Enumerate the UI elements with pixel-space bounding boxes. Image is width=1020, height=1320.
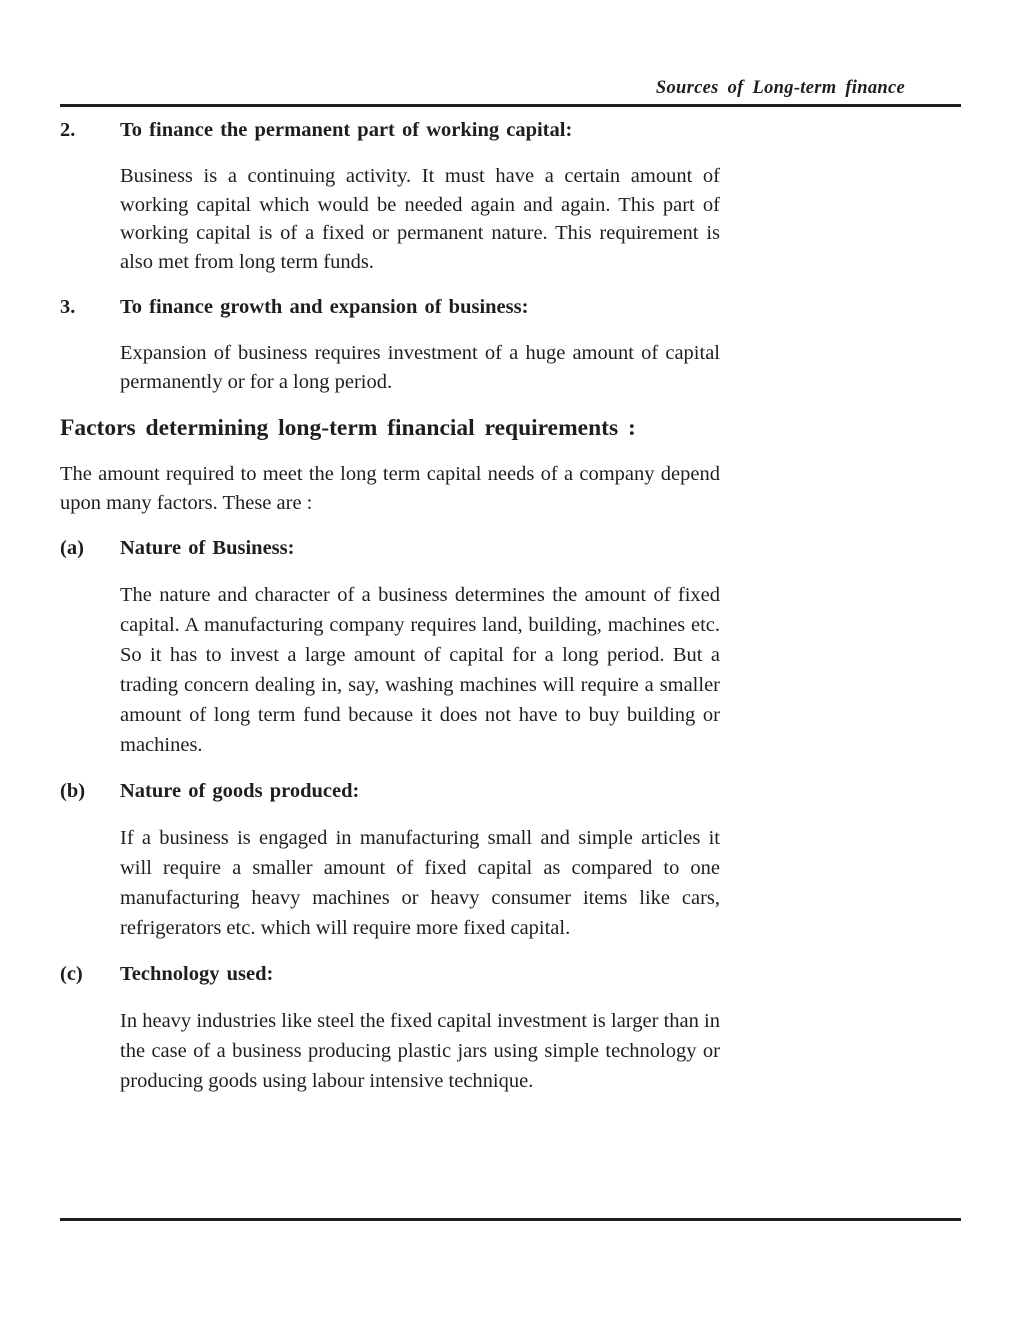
factor-heading-b — [60, 776, 720, 806]
item-title: To finance the permanent part of working capital: — [120, 119, 573, 141]
item-body-3: Expansion of business requires investment of a huge amount of capital permanently or for a long period. — [120, 342, 720, 393]
factor-body-c: In heavy industries like steel the fixed capital investment is larger than in the case of a business producing plastic jars using simple technology or producing goods using labour intensive technique. — [120, 1010, 720, 1092]
factor-label: (b) — [60, 780, 86, 802]
running-head: Sources of Long-term finance — [655, 78, 905, 98]
factor-heading-c — [60, 959, 720, 989]
item-number: 3. — [60, 296, 76, 318]
factor-title: Nature of Business: — [120, 537, 295, 559]
item-heading-3 — [60, 292, 720, 322]
header-rule — [60, 104, 961, 107]
item-title: To finance growth and expansion of business: — [120, 296, 529, 318]
factor-label: (a) — [60, 537, 84, 559]
factor-body-b: If a business is engaged in manufacturing small and simple articles it will require a smaller amount of fixed capital as compared to one manufacturing heavy machines or heavy consumer items like cars, refrigerators etc. which will require more fixed capital. — [120, 827, 720, 939]
item-body-2: Business is a continuing activity. It must have a certain amount of working capital which would be needed again and again. This part of working capital is of a fixed or permanent nature. This requirement is also met from long term funds. — [120, 165, 720, 273]
factor-body-a: The nature and character of a business determines the amount of fixed capital. A manufacturing company requires land, building, machines etc. So it has to invest a large amount of capital for a long period. But a trading concern dealing in, say, washing machines will require a smaller amount of long term fund because it does not have to buy building or machines. — [120, 584, 720, 756]
factor-label: (c) — [60, 963, 83, 985]
item-heading-2 — [60, 115, 720, 145]
section-intro: The amount required to meet the long term capital needs of a company depend upon many factors. These are : — [60, 463, 720, 514]
page-content — [60, 115, 720, 1096]
factor-heading-a — [60, 533, 720, 563]
footer-rule — [60, 1218, 961, 1221]
factor-title: Nature of goods produced: — [120, 780, 360, 802]
item-number: 2. — [60, 119, 76, 141]
factor-title: Technology used: — [120, 963, 274, 985]
section-heading: Factors determining long-term financial requirements : — [60, 415, 636, 441]
